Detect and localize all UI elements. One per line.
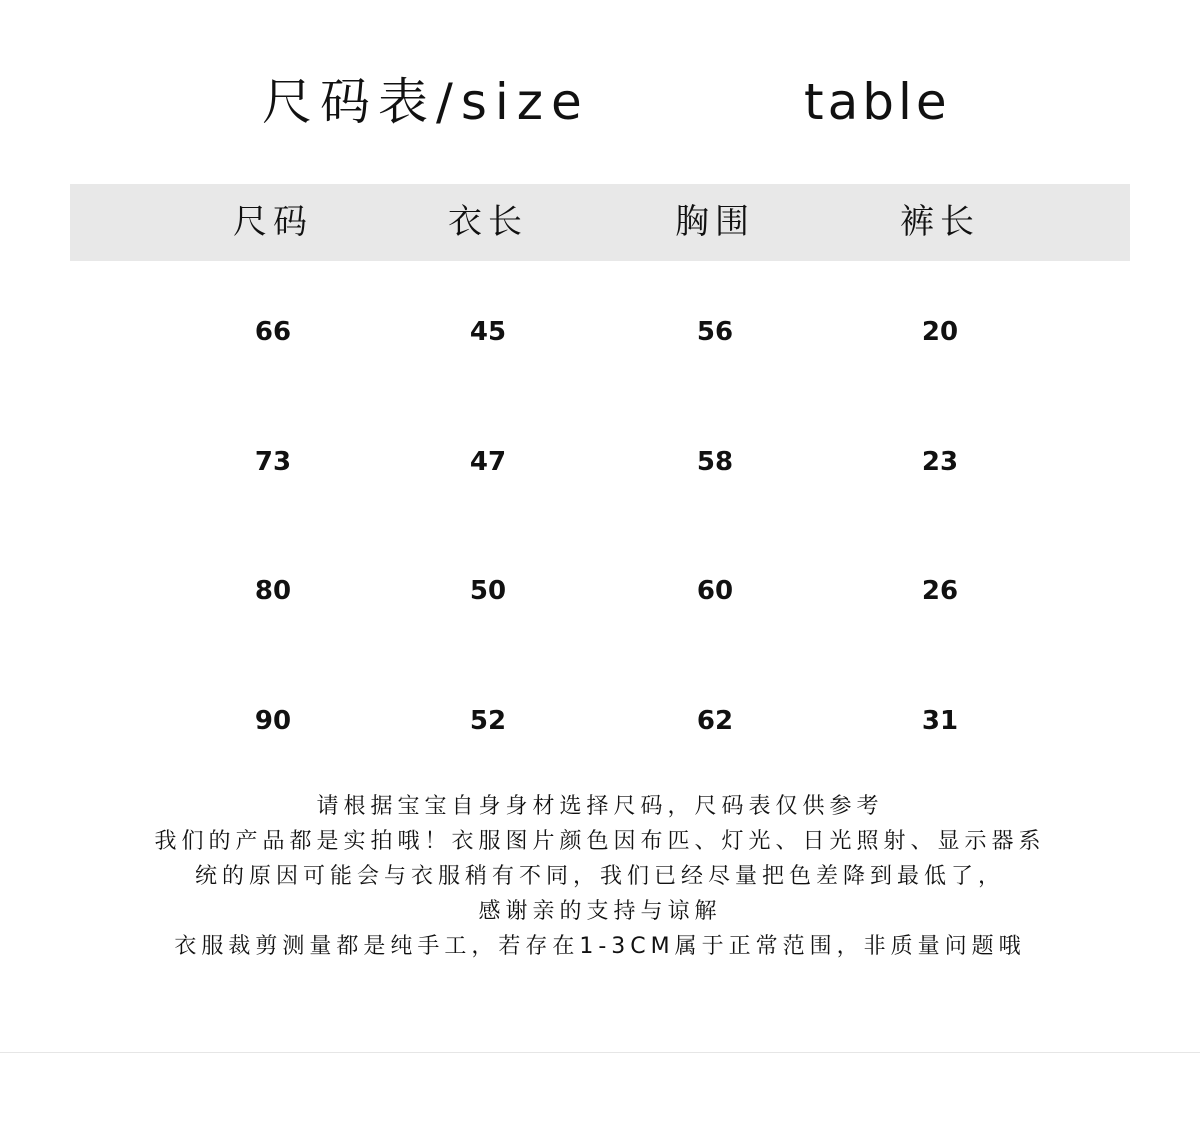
size-notes — [60, 789, 1140, 964]
cell-size: 66 — [254, 317, 292, 347]
table-row — [70, 691, 1130, 751]
header-length: 衣长 — [448, 202, 528, 242]
cell-chest: 60 — [696, 576, 734, 606]
cell-pants-length: 23 — [921, 447, 959, 477]
bottom-divider — [0, 1052, 1200, 1053]
cell-chest: 58 — [696, 447, 734, 477]
table-row — [70, 432, 1130, 492]
note-line: 衣服裁剪测量都是纯手工，若存在1-3CM属于正常范围，非质量问题哦 — [174, 934, 1026, 959]
size-table-title — [0, 62, 1200, 142]
table-row — [70, 561, 1130, 621]
header-pants-length: 裤长 — [900, 202, 980, 242]
cell-length: 52 — [469, 706, 507, 736]
title-table-word: table — [804, 73, 951, 131]
header-chest: 胸围 — [675, 202, 755, 242]
note-line: 统的原因可能会与衣服稍有不同，我们已经尽量把色差降到最低了， — [194, 864, 1005, 889]
title-size-chinese: 尺码表/size — [262, 73, 590, 131]
cell-size: 80 — [254, 576, 292, 606]
table-header-row — [70, 184, 1130, 261]
note-line: 请根据宝宝自身身材选择尺码，尺码表仅供参考 — [316, 794, 884, 819]
cell-length: 50 — [469, 576, 507, 606]
table-row — [70, 302, 1130, 362]
cell-pants-length: 31 — [921, 706, 959, 736]
cell-chest: 56 — [696, 317, 734, 347]
cell-length: 47 — [469, 447, 507, 477]
cell-size: 90 — [254, 706, 292, 736]
size-table — [70, 184, 1130, 736]
cell-length: 45 — [469, 317, 507, 347]
header-size: 尺码 — [233, 202, 313, 242]
cell-pants-length: 26 — [921, 576, 959, 606]
cell-pants-length: 20 — [921, 317, 959, 347]
note-line: 我们的产品都是实拍哦！衣服图片颜色因布匹、灯光、日光照射、显示器系 — [154, 829, 1046, 854]
cell-size: 73 — [254, 447, 292, 477]
note-line: 感谢亲的支持与谅解 — [478, 899, 722, 924]
cell-chest: 62 — [696, 706, 734, 736]
